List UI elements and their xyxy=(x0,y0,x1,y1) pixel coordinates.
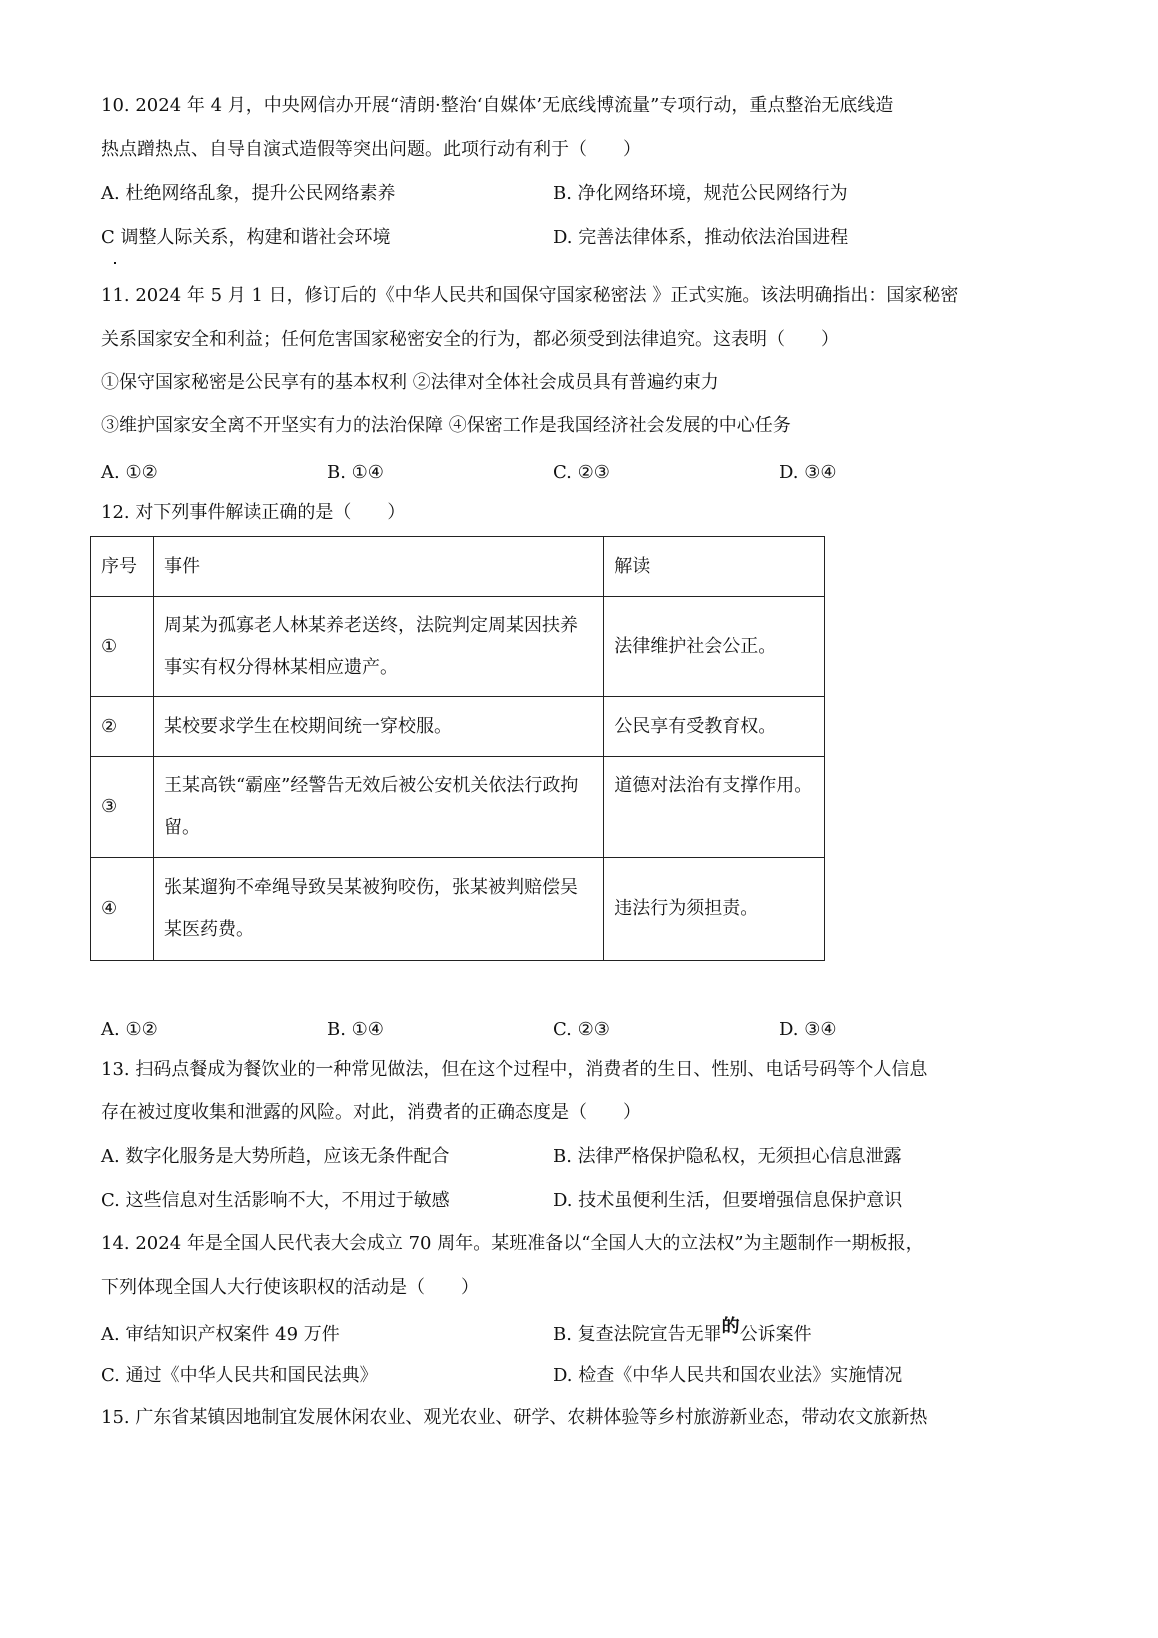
q10-option-b: B. 净化网络环境，规范公民网络行为 xyxy=(553,183,848,204)
q14-option-d: D. 检查《中华人民共和国农业法》实施情况 xyxy=(553,1365,903,1386)
table-cell: 周某为孤寡老人林某养老送终，法院判定周某因扶养事实有权分得林某相应遗产。 xyxy=(153,597,603,697)
table-cell: 违法行为须担责。 xyxy=(604,858,825,961)
q13-option-b: B. 法律严格保护隐私权，无须担心信息泄露 xyxy=(553,1146,902,1167)
q14-stem-line: 下列体现全国人大行使该职权的活动是（ ） xyxy=(101,1277,479,1298)
q11-stem-line: 关系国家安全和利益；任何危害国家秘密安全的行为，都必须受到法律追究。这表明（ ） xyxy=(101,329,839,350)
table-cell: 法律维护社会公正。 xyxy=(604,597,825,697)
table-cell: 王某高铁“霸座”经警告无效后被公安机关依法行政拘留。 xyxy=(153,757,603,858)
q13-option-d: D. 技术虽便利生活，但要增强信息保护意识 xyxy=(553,1190,903,1211)
q12-option-a: A. ①② xyxy=(101,1019,158,1040)
q11-option-a: A. ①② xyxy=(101,462,158,483)
table-cell: 张某遛狗不牵绳导致吴某被狗咬伤，张某被判赔偿吴某医药费。 xyxy=(153,858,603,961)
table-row xyxy=(91,597,825,697)
q10-option-d: D. 完善法律体系，推动依法治国进程 xyxy=(553,227,849,248)
q14-stem-line: 14. 2024 年是全国人民代表大会成立 70 周年。某班准备以“全国人大的立法权”为主题制作一期板报， xyxy=(101,1233,924,1254)
table-header-row xyxy=(91,537,825,597)
q14-option-c: C. 通过《中华人民共和国民法典》 xyxy=(101,1365,378,1386)
q15-stem-line: 15. 广东省某镇因地制宜发展休闲农业、观光农业、研学、农耕体验等乡村旅游新业态，带动农文旅新热 xyxy=(101,1407,928,1428)
table-cell: ③ xyxy=(91,757,154,858)
q11-option-d: D. ③④ xyxy=(779,462,837,483)
q10-stem-line: 热点蹭热点、自导自演式造假等突出问题。此项行动有利于（ ） xyxy=(101,139,641,160)
q11-statement-line: ③维护国家安全离不开坚实有力的法治保障 ④保密工作是我国经济社会发展的中心任务 xyxy=(101,415,791,436)
q13-stem-line: 存在被过度收集和泄露的风险。对此，消费者的正确态度是（ ） xyxy=(101,1102,641,1123)
q11-stem-line: 11. 2024 年 5 月 1 日，修订后的《中华人民共和国保守国家秘密法 》正式实施。该法明确指出：国家秘密 xyxy=(101,285,959,306)
table-cell: ② xyxy=(91,697,154,757)
q11-option-c: C. ②③ xyxy=(553,462,610,483)
q10-stem-line: 10. 2024 年 4 月，中央网信办开展“清朗·整治‘自媒体’无底线博流量”专项行动，重点整治无底线造 xyxy=(101,95,894,116)
table-row xyxy=(91,757,825,858)
table-cell: ① xyxy=(91,597,154,697)
q13-stem-line: 13. 扫码点餐成为餐饮业的一种常见做法，但在这个过程中，消费者的生日、性别、电话号码等个人信息 xyxy=(101,1059,928,1080)
header-cell: 事件 xyxy=(153,537,603,597)
q12-option-d: D. ③④ xyxy=(779,1019,837,1040)
table-row xyxy=(91,858,825,961)
header-cell: 解读 xyxy=(604,537,825,597)
q14-option-b: B. 复查法院宣告无罪的公诉案件 xyxy=(553,1316,812,1345)
q13-option-a: A. 数字化服务是大势所趋，应该无条件配合 xyxy=(101,1146,450,1167)
table-cell: 公民享有受教育权。 xyxy=(604,697,825,757)
table-row xyxy=(91,697,825,757)
q11-statement-line: ①保守国家秘密是公民享有的基本权利 ②法律对全体社会成员具有普遍约束力 xyxy=(101,372,719,393)
q13-option-c: C. 这些信息对生活影响不大，不用过于敏感 xyxy=(101,1190,450,1211)
q10-option-c: C 调整人际关系，构建和谐社会环境 xyxy=(101,227,391,248)
events-table xyxy=(90,536,825,961)
q11-option-b: B. ①④ xyxy=(327,462,384,483)
q10-option-a: A. 杜绝网络乱象，提升公民网络素养 xyxy=(101,183,396,204)
q12-option-c: C. ②③ xyxy=(553,1019,610,1040)
table-cell: 某校要求学生在校期间统一穿校服。 xyxy=(153,697,603,757)
header-cell: 序号 xyxy=(91,537,154,597)
table-cell: ④ xyxy=(91,858,154,961)
q12-option-b: B. ①④ xyxy=(327,1019,384,1040)
q14-option-a: A. 审结知识产权案件 49 万件 xyxy=(101,1324,340,1345)
q12-stem: 12. 对下列事件解读正确的是（ ） xyxy=(101,502,406,523)
table-cell: 道德对法治有支撑作用。 xyxy=(604,757,825,858)
stray-dot xyxy=(114,262,116,264)
